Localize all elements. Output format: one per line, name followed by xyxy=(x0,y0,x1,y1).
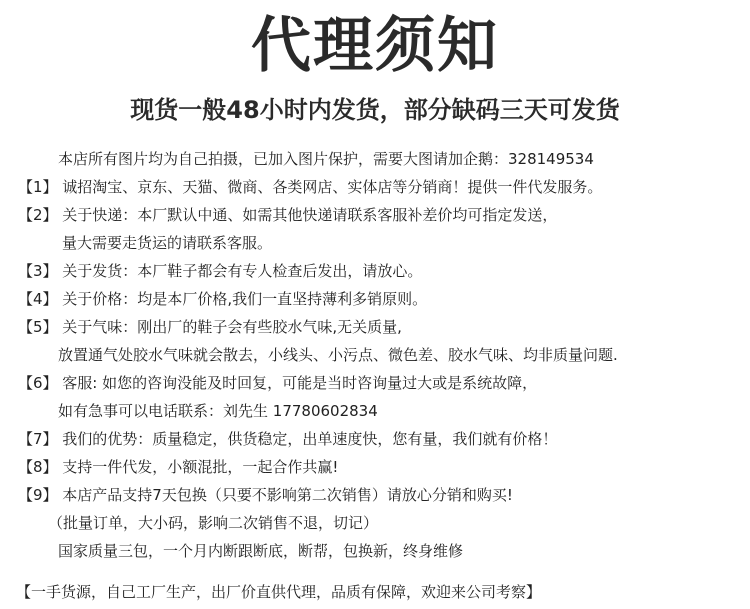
notice-item-8: 【8】 支持一件代发，小额混批，一起合作共赢! xyxy=(18,458,339,476)
footer-slogan: 【一手货源，自己工厂生产，出厂价直供代理，品质有保障，欢迎来公司考察】 xyxy=(16,583,542,601)
notice-item-4: 【4】 关于价格：均是本厂价格,我们一直坚持薄利多销原则。 xyxy=(18,290,428,308)
notice-item-6-continued: 如有急事可以电话联系：刘先生 17780602834 xyxy=(58,402,378,420)
notice-item-5: 【5】 关于气味：刚出厂的鞋子会有些胶水气味,无关质量, xyxy=(18,318,402,336)
notice-item-5-continued: 放置通气处胶水气味就会散去，小线头、小污点、微色差、胶水气味、均非质量问题. xyxy=(58,346,618,364)
notice-item-6: 【6】 客服: 如您的咨询没能及时回复，可能是当时咨询量过大或是系统故障， xyxy=(18,374,538,392)
notice-item-9-note: （批量订单，大小码，影响二次销售不退，切记） xyxy=(48,514,379,532)
notice-item-7: 【7】 我们的优势：质量稳定，供货稳定，出单速度快，您有量，我们就有价格！ xyxy=(18,430,558,448)
notice-item-1: 【1】 诚招淘宝、京东、天猫、微商、各类网店、实体店等分销商！提供一件代发服务。 xyxy=(18,178,603,196)
intro-text: 本店所有图片均为自己拍摄，已加入图片保护，需要大图请加企鹅：328149534 xyxy=(58,150,594,168)
page-subtitle: 现货一般48小时内发货，部分缺码三天可发货 xyxy=(130,96,620,124)
notice-item-2: 【2】 关于快递：本厂默认中通、如需其他快递请联系客服补差价均可指定发送， xyxy=(18,206,558,224)
notice-item-9-warranty: 国家质量三包，一个月内断跟断底，断帮，包换新，终身维修 xyxy=(58,542,464,560)
notice-item-2-continued: 量大需要走货运的请联系客服。 xyxy=(62,234,273,252)
notice-item-3: 【3】 关于发货：本厂鞋子都会有专人检查后发出，请放心。 xyxy=(18,262,423,280)
notice-item-9: 【9】 本店产品支持7天包换（只要不影响第二次销售）请放心分销和购买! xyxy=(18,486,513,504)
page-title: 代理须知 xyxy=(251,11,499,81)
